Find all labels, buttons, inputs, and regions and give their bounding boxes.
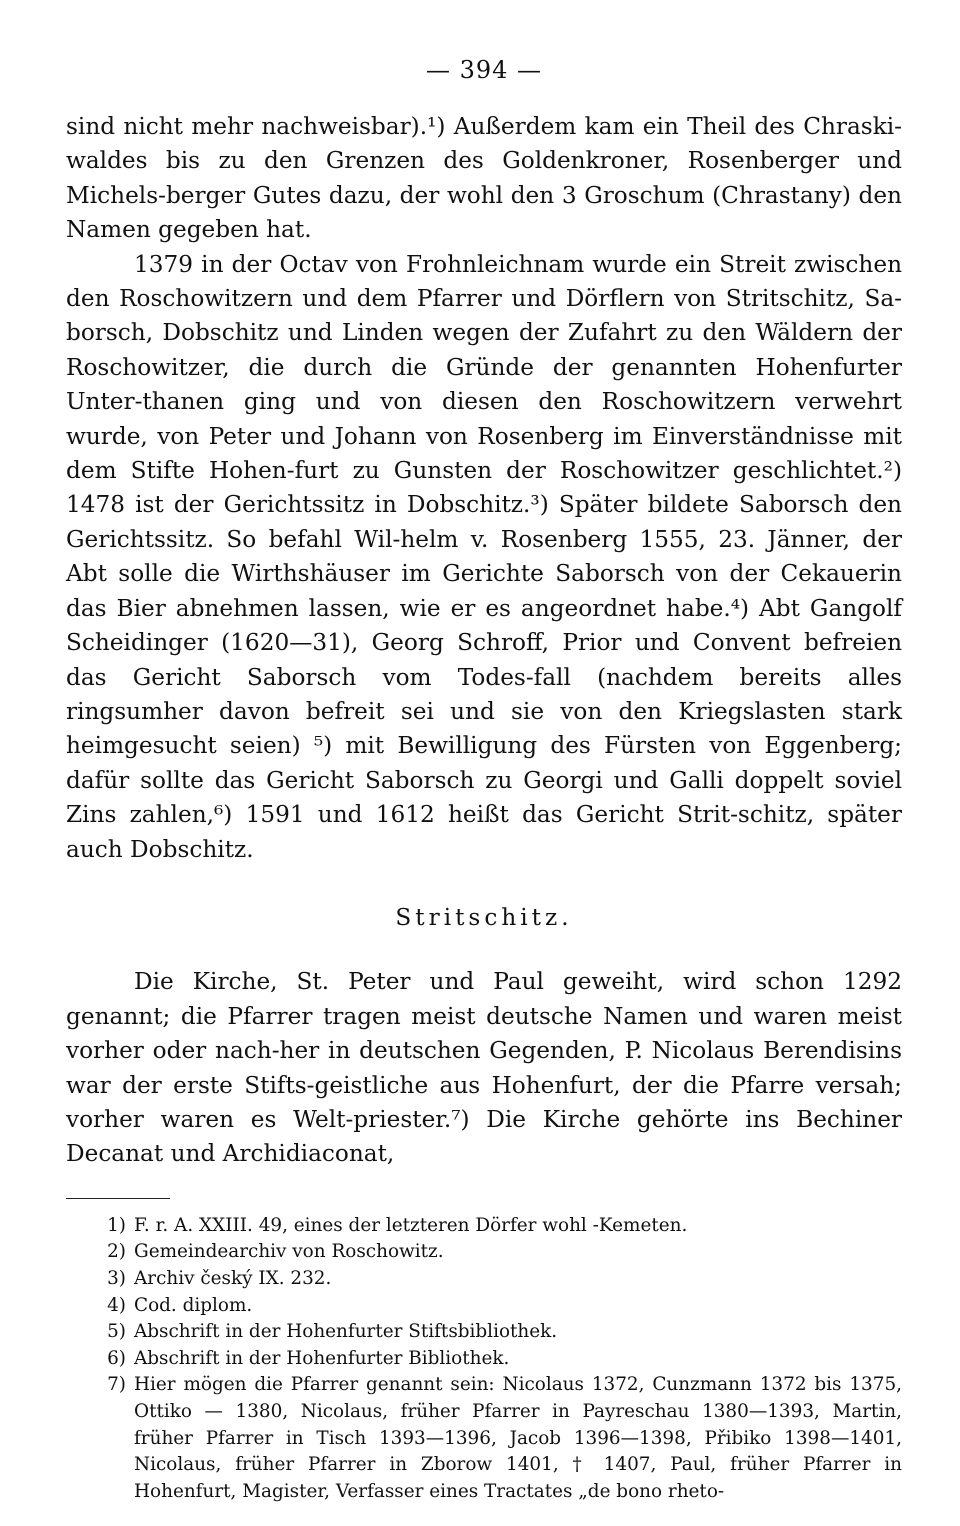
footnote-2: [66, 1239, 902, 1266]
document-page: [66, 52, 902, 1505]
footnote-mark: 1): [107, 1214, 126, 1236]
footnote-3: [66, 1266, 902, 1293]
footnote-mark: 5): [107, 1321, 126, 1343]
footnote-text: Archiv český IX. 232.: [134, 1267, 332, 1289]
section-heading: Stritschitz.: [395, 903, 573, 931]
paragraph-church: Die Kirche, St. Peter und Paul geweiht, wird schon 1292 genannt; die Pfarrer tragen meist deutsche Namen und waren meist vorher oder nach-her in deutschen Gegenden, P. Nicolaus Berendisins war der erste Stifts-geistliche aus Hohenfurt, der die Pfarre versah; vorher waren es Welt-priester.⁷) Die Kirche gehörte ins Bechiner Decanat und Archidiaconat,: [66, 968, 902, 1168]
paragraph-1379: 1379 in der Octav von Frohnleichnam wurde ein Streit zwischen den Roschowitzern und dem Pfarrer und Dörflern von Stritschitz, Sa-borsch, Dobschitz und Linden wegen der Zufahrt zu den Wäldern der Roschowitzer, die durch die Gründe der genannten Hohenfurter Unter-thanen ging und von diesen den Roschowitzern verwehrt wurde, von Peter und Johann von Rosenberg im Einverständnisse mit dem Stifte Hohen-furt zu Gunsten der Roschowitzer geschlichtet.²) 1478 ist der Gerichtssitz in Dobschitz.³) Später bildete Saborsch den Gerichtssitz. So befahl Wil-helm v. Rosenberg 1555, 23. Jänner, der Abt solle die Wirthshäuser im Gerichte Saborsch von der Cekauerin das Bier abnehmen lassen, wie er es angeordnet habe.⁴) Abt Gangolf Scheidinger (1620—31), Georg Schroff, Prior und Convent befreien das Gericht Saborsch vom Todes-fall (nachdem bereits alles ringsumher davon befreit sei und sie von den Kriegslasten stark heimgesucht seien) ⁵) mit Bewilligung des Fürsten von Eggenberg; dafür sollte das Gericht Saborsch zu Georgi und Galli doppelt soviel Zins zahlen,⁶) 1591 und 1612 heißt das Gericht Strit-schitz, später auch Dobschitz.: [66, 250, 902, 863]
footnote-text: Hier mögen die Pfarrer genannt sein: Nicolaus 1372, Cunzmann 1372 bis 1375, Ottiko — 1380, Nicolaus, früher Pfarrer in Payreschau 1380—1393, Martin, früher Pfarrer in Tisch 1393—1396, Jacob 1396—1398, Přibiko 1398—1401, Nicolaus, früher Pfarrer in Zborow 1401, † 1407, Paul, früher Pfarrer in Hohenfurt, Magister, Verfasser eines Tractates „de bono rheto-: [134, 1374, 902, 1502]
footnote-text: Abschrift in der Hohenfurter Stiftsbibliothek.: [134, 1321, 558, 1343]
footnote-mark: 2): [107, 1241, 126, 1263]
footnote-5: [66, 1319, 902, 1346]
footnote-text: Abschrift in der Hohenfurter Bibliothek.: [134, 1347, 510, 1369]
footnote-mark: 7): [107, 1374, 126, 1396]
footnote-text: Gemeindearchiv von Roschowitz.: [134, 1241, 444, 1263]
footnote-4: [66, 1293, 902, 1320]
footnote-mark: 6): [107, 1347, 126, 1369]
footnote-mark: 3): [107, 1267, 126, 1289]
footnote-6: [66, 1346, 902, 1373]
footnotes: [66, 1213, 902, 1506]
footnote-1: [66, 1213, 902, 1240]
main-text: [66, 110, 902, 1172]
footnote-7: [66, 1372, 902, 1505]
page-number: — 394 —: [425, 56, 543, 84]
footnote-mark: 4): [107, 1294, 126, 1316]
paragraph-continuation: sind nicht mehr nachweisbar).¹) Außerdem kam ein Theil des Chraski-waldes bis zu den Grenzen des Goldenkroner, Rosenberger und Michels-berger Gutes dazu, der wohl den 3 Groschum (Chrastany) den Namen gegeben hat.: [66, 113, 902, 244]
footnote-divider: [66, 1198, 170, 1199]
footnote-text: Cod. diplom.: [134, 1294, 253, 1316]
footnote-text: F. r. A. XXIII. 49, eines der letzteren Dörfer wohl -Kemeten.: [134, 1214, 688, 1236]
